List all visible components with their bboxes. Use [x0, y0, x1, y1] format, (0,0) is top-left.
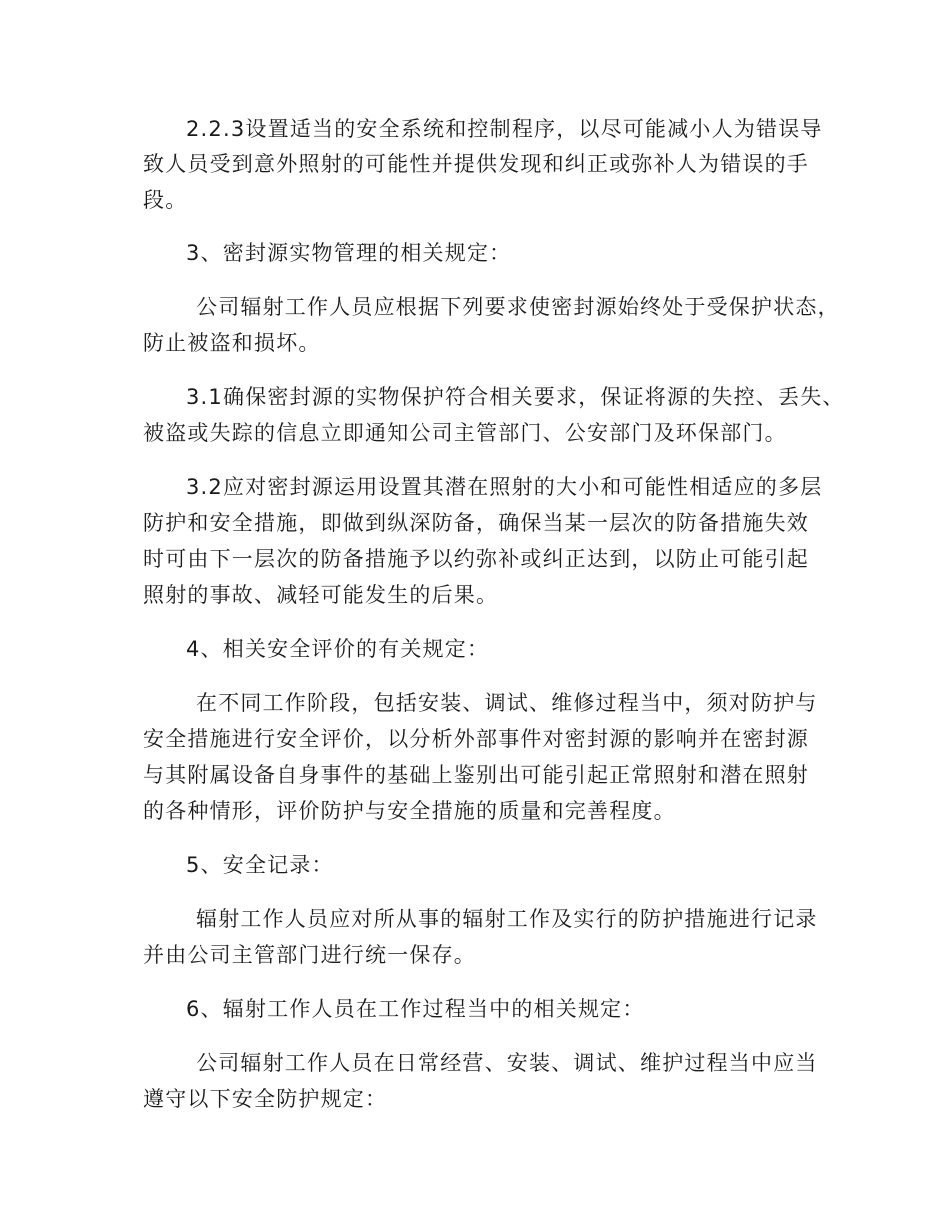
heading-line: 5、安全记录：: [186, 853, 334, 877]
paragraph-line: 致人员受到意外照射的可能性并提供发现和纠正或弥补人为错误的手: [143, 152, 809, 176]
paragraph-line: 公司辐射工作人员应根据下列要求使密封源始终处于受保护状态，: [196, 295, 840, 319]
paragraph-line: 安全措施进行安全评价，以分析外部事件对密封源的影响并在密封源: [143, 727, 809, 751]
heading-line: 3、密封源实物管理的相关规定：: [186, 241, 512, 265]
paragraph-line: 公司辐射工作人员在日常经营、安装、调试、维护过程当中应当: [196, 1051, 818, 1075]
paragraph-line: 防护和安全措施，即做到纵深防备，确保当某一层次的防备措施失效: [143, 511, 809, 535]
paragraph-line: 3.1确保密封源的实物保护符合相关要求，保证将源的失控、丢失、: [186, 385, 845, 409]
paragraph-line: 时可由下一层次的防备措施予以约弥补或纠正达到，以防止可能引起: [143, 547, 809, 571]
heading-line: 4、相关安全评价的有关规定：: [186, 637, 490, 661]
paragraph-line: 段。: [143, 188, 188, 212]
paragraph-line: 并由公司主管部门进行统一保存。: [143, 943, 476, 967]
paragraph-line: 与其附属设备自身事件的基础上鉴别出可能引起正常照射和潜在照射: [143, 763, 809, 787]
paragraph-line: 防止被盗和损坏。: [143, 331, 321, 355]
heading-line: 6、辐射工作人员在工作过程当中的相关规定：: [186, 997, 645, 1021]
paragraph-line: 2.2.3设置适当的安全系统和控制程序，以尽可能减小人为错误导: [186, 117, 823, 141]
paragraph-line: 照射的事故、减轻可能发生的后果。: [143, 583, 499, 607]
paragraph-line: 辐射工作人员应对所从事的辐射工作及实行的防护措施进行记录: [196, 907, 818, 931]
paragraph-line: 的各种情形，评价防护与安全措施的质量和完善程度。: [143, 799, 676, 823]
paragraph-line: 被盗或失踪的信息立即通知公司主管部门、公安部门及环保部门。: [143, 421, 787, 445]
paragraph-line: 在不同工作阶段，包括安装、调试、维修过程当中，须对防护与: [196, 691, 818, 715]
paragraph-line: 遵守以下安全防护规定：: [143, 1087, 388, 1111]
paragraph-line: 3.2应对密封源运用设置其潜在照射的大小和可能性相适应的多层: [186, 475, 823, 499]
